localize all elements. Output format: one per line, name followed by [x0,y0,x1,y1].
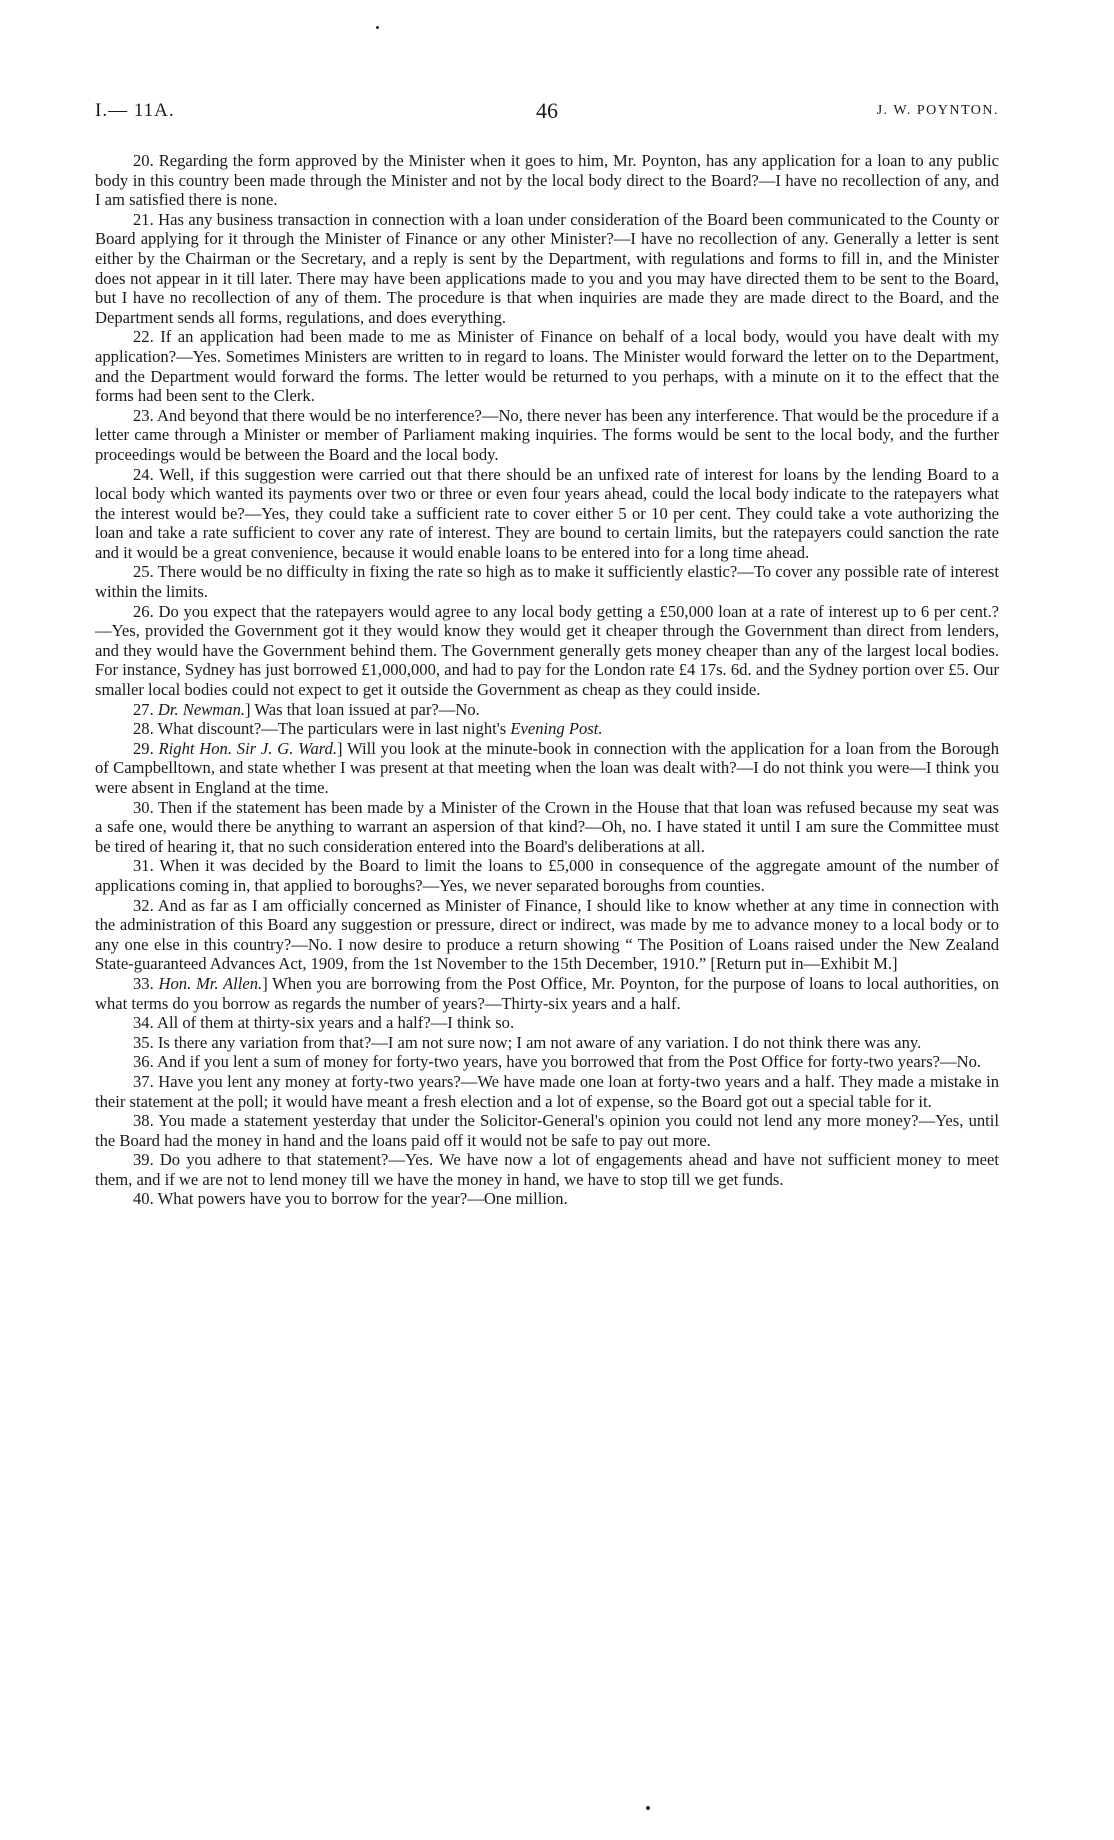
question-36: 36. And if you lent a sum of money for forty-two years, have you borrowed that from the Post Office for forty-two years?—No. [133,1052,982,1072]
question-31: 31. When it was decided by the Board to limit the loans to £5,000 in consequence of the aggregate amount of the number of applications coming in, that applied to boroughs?—Yes, we never separated boroughs from counties. [95,856,999,895]
question-30: 30. Then if the statement has been made by a Minister of the Crown in the House that that loan was refused because my seat was a safe one, would there be anything to warrant an aspersion of that kind?—Oh, no. I have stated it until I am sure the Committee must be tired of hearing it, that no such consideration entered into the Board's deliberations at all. [95,797,999,856]
question-35: 35. Is there any variation from that?—I am not sure now; I am not aware of any variation. I do not think there was any. [133,1032,922,1052]
question-26: 26. Do you expect that the ratepayers would agree to any local body getting a £50,000 loan at a rate of interest up to 6 per cent.?—Yes, provided the Government got it they would know they would get it cheaper through the Government than direct from lenders, and they would have the Government behind them. The Government generally gets money cheaper than any of the largest local bodies. For instance, Sydney has just borrowed £1,000,000, and had to pay for the London rate £4 17s. 6d. and the Sydney portion over £5. Our smaller local bodies could not expect to get it outside the Government as cheap as they could inside. [95,601,999,700]
question-27: 27. Dr. Newman.] Was that loan issued at par?—No. [133,699,480,719]
question-38: 38. You made a statement yesterday that under the Solicitor-General's opinion you could not lend any more money?—Yes, until the Board had the money in hand and the loans paid off it would not be safe to pay out more. [95,1111,999,1150]
question-32: 32. And as far as I am officially concerned as Minister of Finance, I should like to know whether at any time in connection with the administration of this Board any suggestion or pressure, direct or indirect, was made by me to advance money to a local body or to any one else in this country?—No. I now desire to produce a return showing “ The Position of Loans raised under the New Zealand State-guaranteed Advances Act, 1909, from the 1st November to the 15th December, 1910.” [Return put in—Exhibit M.] [95,895,999,974]
question-37: 37. Have you lent any money at forty-two years?—We have made one loan at forty-two years and a half. They made a mistake in their statement at the poll; it would have meant a fresh election and a lot of expense, so the Board got out a special table for it. [95,1071,999,1111]
question-23: 23. And beyond that there would be no interference?—No, there never has been any interference. That would be the procedure if a letter came through a Minister or member of Parliament making inquiries. The forms would be sent to the local body, and the further proceedings would be between the Board and the local body. [95,405,999,464]
paper-reference: I.— 11A. [95,100,175,121]
witness-name: J. W. POYNTON. [876,103,999,118]
page-header [95,100,999,128]
speaker-name: Hon. Mr. Allen. [158,973,263,993]
question-40: 40. What powers have you to borrow for the year?—One million. [133,1189,568,1209]
speaker-name: Right Hon. Sir J. G. Ward. [158,738,338,758]
question-24: 24. Well, if this suggestion were carried out that there should be an unfixed rate of interest for loans by the lending Board to a local body which wanted its payments over two or three or even four years ahead, could the local body indicate to the ratepayers what the interest would be?—Yes, they could take a sufficient rate to cover either 5 or 10 per cent. They could take a vote authorizing the loan and take a rate sufficient to cover any rate of interest. They are bound to certain limits, but the ratepayers could sanction the rate and it would be a great convenience, because it would enable loans to be entered into for a long time ahead. [95,464,999,562]
question-39: 39. Do you adhere to that statement?—Yes. We have now a lot of engagements ahead and have not sufficient money to meet them, and if we are not to lend money till we have the money in hand, we have to stop till we get funds. [95,1150,999,1189]
question-20: 20. Regarding the form approved by the Minister when it goes to him, Mr. Poynton, has any application for a loan to any public body in this country been made through the Minister and not by the local body direct to the Board?—I have no recollection of any, and I am satisfied there is none. [95,151,999,210]
page-number: 46 [536,98,558,123]
print-speck [376,26,379,29]
question-33: 33. Hon. Mr. Allen.] When you are borrowing from the Post Office, Mr. Poynton, for the purpose of loans to local authorities, on what terms do you borrow as regards the number of years?—Thirty-six years and a half. [95,973,999,1013]
question-25: 25. There would be no difficulty in fixing the rate so high as to make it sufficiently elastic?—To cover any possible rate of interest within the limits. [95,562,999,602]
evidence-text [95,151,999,1209]
question-22: 22. If an application had been made to me as Minister of Finance on behalf of a local body, would you have dealt with my application?—Yes. Sometimes Ministers are written to in regard to loans. The Minister would forward the letter on to the Department, and the Department would forward the forms. The letter would be returned to you perhaps, with a minute on it to the effect that the forms had been sent to the Clerk. [95,327,999,406]
print-speck [646,1806,650,1810]
newspaper-title: Evening Post. [510,719,603,739]
question-29: 29. Right Hon. Sir J. G. Ward.] Will you look at the minute-book in connection with the application for a loan from the Borough of Campbelltown, and state whether I was present at that meeting when the loan was dealt with?—I do not think you were—I think you were absent in England at the time. [95,738,1000,797]
question-28: 28. What discount?—The particulars were in last night's Evening Post. [133,719,603,739]
speaker-name: Dr. Newman. [157,699,246,719]
question-21: 21. Has any business transaction in connection with a loan under consideration of the Board been communicated to the County or Board applying for it through the Minister of Finance or any other Minister?—I have no recollection of any. Generally a letter is sent either by the Chairman or the Secretary, and a reply is sent by the Department, with regulations and forms to fill in, and the Minister does not appear in it till later. There may have been applications made to you and you may have directed them to be sent to the Board, but I have no recollection of any of them. The procedure is that when inquiries are made they are made direct to the Board, and the Department sends all forms, regulations, and does everything. [95,209,999,327]
question-34: 34. All of them at thirty-six years and a half?—I think so. [133,1013,515,1033]
